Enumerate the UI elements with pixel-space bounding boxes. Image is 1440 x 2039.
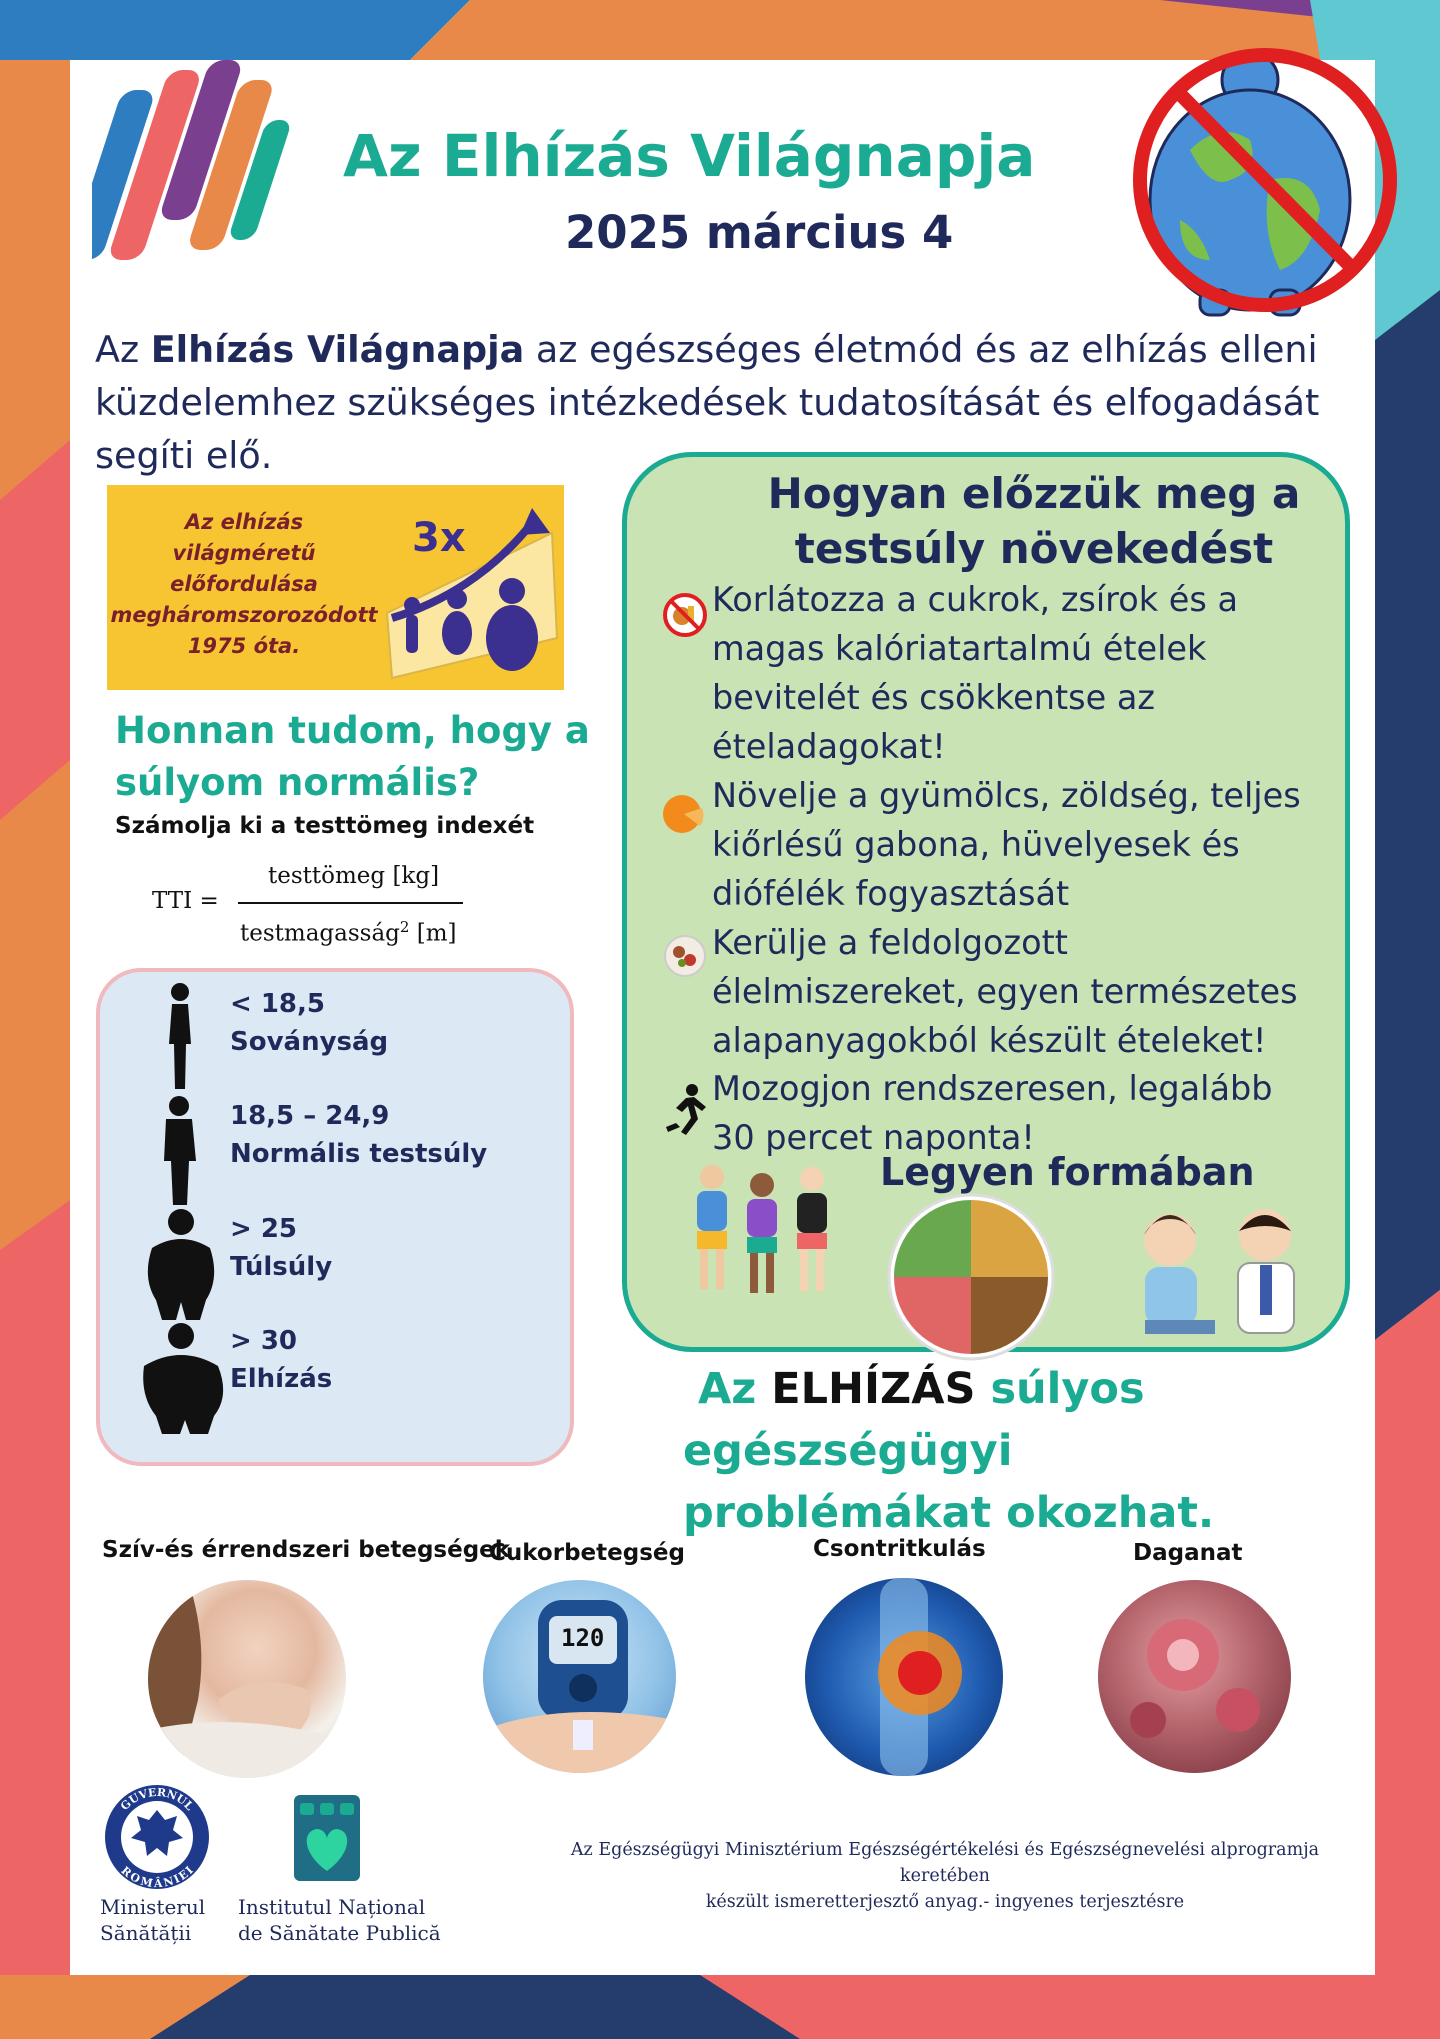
glucometer-reading: 120	[561, 1624, 605, 1652]
overweight-silhouette-icon	[144, 1208, 218, 1320]
cardio-photo	[148, 1580, 346, 1778]
stat-badge: 3x	[412, 515, 466, 561]
svg-text:GUVERNUL	[118, 1786, 196, 1813]
footer-line: Az Egészségügyi Minisztérium Egészségértékelési és Egészségnevelési alprogramja keretében	[570, 1840, 1320, 1886]
cardio-photo-shapes	[148, 1580, 346, 1778]
page-title: Az Elhízás Világnapja	[343, 122, 1036, 190]
cancer-cell-icon	[1098, 1580, 1291, 1773]
natural-food-plate-icon	[662, 933, 708, 979]
bmi-formula-height: testmagasság	[240, 920, 400, 947]
ministry-name	[100, 1894, 205, 1946]
doctor-consultation-illustration	[1130, 1205, 1315, 1355]
intro-bold: Elhízás Világnapja	[150, 328, 525, 371]
institute-line: de Sănătate Publică	[238, 1921, 441, 1945]
svg-text:ROMÂNIEI	[119, 1864, 196, 1890]
disease-label-osteoporosis: Csontritkulás	[813, 1536, 986, 1562]
bmi-formula-bar	[238, 902, 463, 904]
ministry-line: Sănătății	[100, 1921, 192, 1945]
bmi-range: > 25	[230, 1214, 298, 1244]
healthy-food-plate-illustration	[886, 1192, 1056, 1362]
disease-label-diabetes: Cukorbetegség	[489, 1540, 685, 1566]
bmi-category-underweight	[230, 985, 388, 1061]
no-obesity-globe-icon	[1120, 30, 1410, 320]
prevention-heading	[734, 466, 1334, 576]
footer-line: készült ismeretterjesztő anyag.- ingyenes terjesztésre	[705, 1892, 1185, 1912]
prevention-heading-line: testsúly növekedést	[794, 524, 1274, 573]
knee-joint-icon	[805, 1578, 1003, 1776]
bmi-formula-denominator	[240, 918, 457, 947]
obese-silhouette-icon	[138, 1322, 224, 1434]
bmi-question	[115, 705, 590, 809]
stat-line: előfordulása	[170, 572, 318, 596]
seal-text	[102, 1782, 212, 1892]
prevention-heading-line: Hogyan előzzük meg a	[767, 469, 1301, 518]
bmi-formula-unit: [m]	[416, 920, 457, 947]
prevention-tip: Korlátozza a cukrok, zsírok és a magas kalóriatartalmú ételek bevitelét és csökkentse az ételadagokat!	[712, 580, 1239, 766]
bmi-category-overweight	[230, 1210, 332, 1286]
institute-name	[238, 1894, 441, 1946]
bmi-range: 18,5 – 24,9	[230, 1101, 390, 1131]
bmi-formula-exponent: 2	[399, 918, 410, 936]
prevention-tip: Kerülje a feldolgozott élelmiszereket, egyen természetes alapanyagokból készült ételeket!	[712, 923, 1298, 1060]
disease-label-cardio: Szív-és érrendszeri betegségek	[102, 1537, 511, 1563]
event-date: 2025 március 4	[565, 206, 954, 259]
disease-label-cancer: Daganat	[1133, 1540, 1243, 1566]
bmi-formula-lhs: TTI =	[152, 888, 219, 914]
slogan: Legyen formában	[880, 1150, 1255, 1194]
bmi-label: Túlsúly	[230, 1252, 333, 1282]
prevention-tip: Növelje a gyümölcs, zöldség, teljes kiőrlésű gabona, hüvelyesek és diófélék fogyasztását	[712, 776, 1301, 913]
footer-note	[545, 1837, 1345, 1915]
runner-icon	[660, 1083, 710, 1139]
osteoporosis-photo	[805, 1578, 1003, 1776]
bmi-label: Normális testsúly	[230, 1139, 488, 1169]
stat-line: megháromszorozódott	[110, 603, 378, 627]
stat-box	[107, 485, 564, 690]
glucometer-icon	[483, 1580, 676, 1773]
bmi-label: Elhízás	[230, 1364, 333, 1394]
seal-bottom-text: ROMÂNIEI	[118, 1863, 196, 1891]
stat-line: világméretű	[172, 541, 316, 565]
bmi-category-normal	[230, 1097, 487, 1173]
normal-silhouette-icon	[154, 1095, 204, 1207]
orange-fruit-icon	[660, 788, 708, 836]
stat-line: 1975 óta.	[187, 634, 301, 658]
bmi-range: > 30	[230, 1326, 298, 1356]
warning-highlight: ELHÍZÁS	[771, 1364, 976, 1414]
stat-line: Az elhízás	[184, 510, 304, 534]
diabetes-photo	[483, 1580, 676, 1773]
no-junk-food-icon	[662, 592, 708, 638]
intro-text-start: Az	[95, 328, 151, 371]
thin-silhouette-icon	[160, 982, 200, 1092]
bmi-range: < 18,5	[230, 989, 325, 1019]
warning-text-end: súlyos egészségügyi problémákat okozhat.	[683, 1364, 1215, 1538]
campaign-logo	[92, 60, 307, 265]
ministry-line: Ministerul	[100, 1895, 206, 1919]
warning-text	[683, 1358, 1303, 1544]
bmi-formula-numerator: testtömeg [kg]	[268, 863, 440, 889]
institute-logo-icon	[292, 1793, 362, 1883]
cancer-photo	[1098, 1580, 1291, 1773]
seal-top-text: GUVERNUL	[118, 1785, 196, 1814]
runners-illustration	[682, 1157, 842, 1302]
bmi-calc-label: Számolja ki a testtömeg indexét	[115, 813, 535, 839]
institute-line: Institutul Național	[238, 1895, 426, 1919]
bmi-label: Soványság	[230, 1027, 389, 1057]
bmi-category-obese	[230, 1322, 332, 1398]
prevention-tip: Mozogjon rendszeresen, legalább 30 percet naponta!	[712, 1069, 1273, 1157]
warning-text-start: Az	[698, 1364, 772, 1414]
growth-chart-icon	[382, 493, 562, 683]
bmi-question-line: súlyom normális?	[115, 761, 480, 804]
stat-text	[109, 507, 379, 662]
bmi-question-line: Honnan tudom, hogy a	[115, 709, 590, 752]
intro-text-end: az egészséges életmód és az elhízás elleni küzdelemhez szükséges intézkedések tudatosítását és elfogadását segíti elő.	[95, 328, 1320, 477]
